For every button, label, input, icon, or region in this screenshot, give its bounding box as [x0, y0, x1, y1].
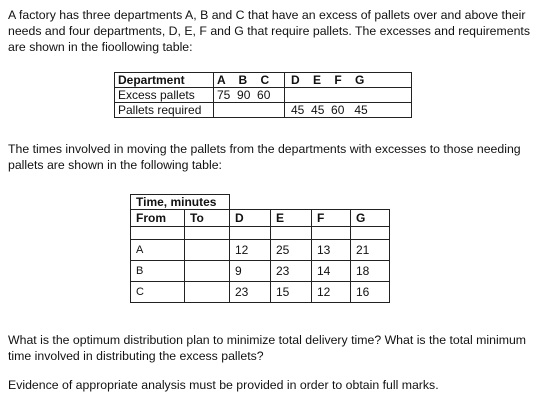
table-row	[131, 227, 390, 240]
from-cell: A	[131, 240, 185, 261]
time-cell: 14	[312, 261, 351, 282]
department-header: Department	[115, 73, 214, 88]
from-cell: C	[131, 282, 185, 303]
time-cell: 23	[230, 282, 271, 303]
row-label: Pallets required	[115, 103, 214, 118]
to-header: To	[185, 210, 230, 227]
from-header: From	[131, 210, 185, 227]
column-header: E	[271, 210, 312, 227]
table-row	[115, 88, 412, 103]
times-table	[130, 194, 390, 303]
time-cell: 12	[230, 240, 271, 261]
time-cell: 23	[271, 261, 312, 282]
time-cell: 15	[271, 282, 312, 303]
time-cell: 9	[230, 261, 271, 282]
required-supply-values	[214, 103, 285, 118]
time-cell: 25	[271, 240, 312, 261]
excess-demand-values	[285, 88, 412, 103]
column-header: G	[351, 210, 390, 227]
demand-departments-header: D E F G	[285, 73, 412, 88]
table-row	[131, 261, 390, 282]
question-paragraph: What is the optimum distribution plan to minimize total delivery time? What is the total minimum time involved in distributing the excess pallets?	[8, 333, 527, 363]
required-values: 45 45 60 45	[285, 103, 412, 118]
table-row	[131, 282, 390, 303]
table-row	[131, 240, 390, 261]
table-row	[115, 73, 412, 88]
time-cell: 21	[351, 240, 390, 261]
times-intro-paragraph: The times involved in moving the pallets from the departments with excesses to those needing pallets are shown in the following table:	[8, 142, 521, 172]
time-cell: 18	[351, 261, 390, 282]
table-row	[131, 210, 390, 227]
intro-paragraph: A factory has three departments A, B and C that have an excess of pallets over and above their needs and four departments, D, E, F and G that require pallets. The excesses and requirements are shown in the fioollowing table:	[8, 8, 530, 54]
column-header: F	[312, 210, 351, 227]
row-label: Excess pallets	[115, 88, 214, 103]
column-header: D	[230, 210, 271, 227]
time-cell: 12	[312, 282, 351, 303]
table-row	[115, 103, 412, 118]
time-cell: 13	[312, 240, 351, 261]
marks-note: Evidence of appropriate analysis must be provided in order to obtain full marks.	[8, 378, 439, 392]
supply-departments-header: A B C	[214, 73, 285, 88]
table-row	[131, 195, 390, 210]
excess-requirements-table	[114, 72, 412, 118]
from-cell: B	[131, 261, 185, 282]
time-cell: 16	[351, 282, 390, 303]
table-title: Time, minutes	[131, 195, 230, 210]
excess-values: 75 90 60	[214, 88, 285, 103]
